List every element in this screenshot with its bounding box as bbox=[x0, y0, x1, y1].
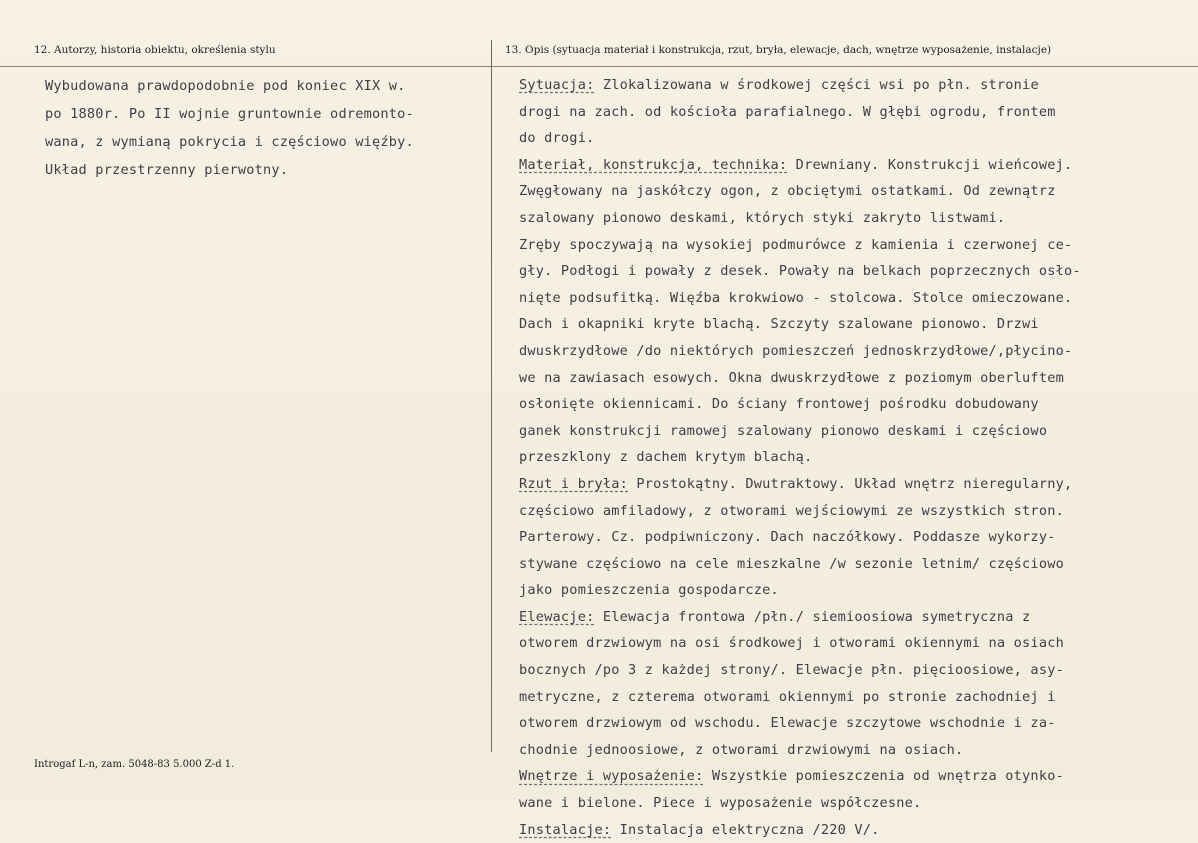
description-line bbox=[519, 498, 1191, 525]
description-line bbox=[519, 285, 1191, 312]
description-line bbox=[519, 763, 1191, 790]
description-text-run: Prostokątny. Dwutraktowy. Układ wnętrz nieregularny, bbox=[628, 475, 1073, 492]
description-text-run: częściowo amfiladowy, z otworami wejściowymi ze wszystkich stron. bbox=[519, 502, 1064, 519]
description-text-run: Parterowy. Cz. podpiwniczony. Dach naczółkowy. Poddasze wykorzy- bbox=[519, 529, 1056, 546]
description-line bbox=[519, 444, 1191, 471]
description-text-run: otworem drzwiowym od wschodu. Elewacje szczytowe wschodnie i za- bbox=[519, 715, 1056, 732]
description-line bbox=[519, 72, 1191, 99]
description-text-run: we na zawiasach esowych. Okna dwuskrzydłowe z poziomym oberluftem bbox=[519, 369, 1064, 386]
description-line bbox=[519, 790, 1191, 817]
section-label: Elewacje: bbox=[519, 608, 595, 625]
description-text-run: Zlokalizowana w środkowej części wsi po płn. stronie bbox=[594, 77, 1039, 93]
description-text-run: Zwęgłowany na jaskółczy ogon, z obciętymi ostatkami. Od zewnątrz bbox=[519, 183, 1056, 200]
description-line bbox=[519, 258, 1191, 285]
description-text-run: metryczne, z czterema otworami okiennymi po stronie zachodniej i bbox=[519, 688, 1056, 705]
history-text bbox=[45, 72, 485, 184]
description-text-run: Elewacja frontowa /płn./ siemioosiowa symetryczna z bbox=[594, 608, 1031, 625]
description-text-run: stywane częściowo na cele mieszkalne /w sezonie letnim/ częściowo bbox=[519, 555, 1064, 572]
description-text-run: do drogi. bbox=[519, 130, 595, 147]
description-text-run: nięte podsufitką. Więźba krokwiowo - stolcowa. Stolce omieczowane. bbox=[519, 289, 1073, 306]
description-line bbox=[519, 391, 1191, 418]
description-line bbox=[519, 551, 1191, 578]
description-line bbox=[519, 710, 1191, 737]
history-line: wana, z wymianą pokrycia i częściowo więźby. bbox=[45, 134, 414, 150]
description-text-run: chodnie jednoosiowe, z otworami drzwiowymi na osiach. bbox=[519, 741, 964, 758]
description-text-run: Zręby spoczywają na wysokiej podmurówce z kamienia i czerwonej ce- bbox=[519, 236, 1073, 253]
description-text-run: szalowany pionowo deskami, których styki zakryto listwami. bbox=[519, 209, 1006, 226]
history-line: Wybudowana prawdopodobnie pod koniec XIX w. bbox=[45, 78, 406, 94]
section-12-header: 12. Autorzy, historia obiektu, określenia stylu bbox=[34, 44, 276, 56]
description-line bbox=[519, 737, 1191, 764]
description-text-run: przeszklony z dachem krytym blachą. bbox=[519, 449, 813, 466]
description-line bbox=[519, 178, 1191, 205]
history-line: Układ przestrzenny pierwotny. bbox=[45, 162, 289, 178]
description-line bbox=[519, 524, 1191, 551]
description-line bbox=[519, 338, 1191, 365]
description-line bbox=[519, 418, 1191, 445]
description-text-run: osłonięte okiennicami. Do ściany frontowej pośrodku dobudowany bbox=[519, 396, 1039, 413]
description-text-run: gły. Podłogi i powały z desek. Powały na belkach poprzecznych osło- bbox=[519, 263, 1081, 280]
history-line: po 1880r. Po II wojnie gruntownie odremonto- bbox=[45, 106, 414, 122]
description-line bbox=[519, 125, 1191, 152]
section-label: Instalacje: bbox=[519, 821, 612, 838]
description-text-run: Instalacja elektryczna /220 V/. bbox=[611, 821, 880, 838]
description-line bbox=[519, 684, 1191, 711]
section-label: Wnętrze i wyposażenie: bbox=[519, 768, 704, 785]
description-line bbox=[519, 99, 1191, 126]
description-text bbox=[519, 72, 1191, 843]
description-line bbox=[519, 311, 1191, 338]
section-13-header: 13. Opis (sytuacja materiał i konstrukcja, rzut, bryła, elewacje, dach, wnętrze wyposażenie, instalacje) bbox=[505, 44, 1052, 56]
description-line bbox=[519, 205, 1191, 232]
description-text-run: Dach i okapniki kryte blachą. Szczyty szalowane pionowo. Drzwi bbox=[519, 316, 1039, 333]
header-divider bbox=[0, 66, 1198, 67]
description-text-run: dwuskrzydłowe /do niektórych pomieszczeń jednoskrzydłowe/,płycino- bbox=[519, 342, 1073, 359]
section-label: Rzut i bryła: bbox=[519, 475, 628, 492]
description-line bbox=[519, 471, 1191, 498]
description-line bbox=[519, 604, 1191, 631]
description-line bbox=[519, 577, 1191, 604]
description-text-run: wane i bielone. Piece i wyposażenie współczesne. bbox=[519, 795, 922, 812]
description-line bbox=[519, 152, 1191, 179]
description-line bbox=[519, 657, 1191, 684]
description-text-run: drogi na zach. od kościoła parafialnego. W głębi ogrodu, frontem bbox=[519, 103, 1056, 120]
description-text-run: Drewniany. Konstrukcji wieńcowej. bbox=[787, 156, 1073, 173]
section-label: Materiał, konstrukcja, technika: bbox=[519, 156, 788, 173]
description-text-run: Wszystkie pomieszczenia od wnętrza otynko- bbox=[703, 768, 1064, 785]
description-line bbox=[519, 630, 1191, 657]
print-footer: Introgaf L-n, zam. 5048-83 5.000 Z-d 1. bbox=[34, 759, 235, 770]
description-text-run: ganek konstrukcji ramowej szalowany pionowo deskami i częściowo bbox=[519, 422, 1048, 439]
description-text-run: otworem drzwiowym na osi środkowej i otworami okiennymi na osiach bbox=[519, 635, 1064, 652]
description-line bbox=[519, 232, 1191, 259]
description-line bbox=[519, 365, 1191, 392]
description-line bbox=[519, 817, 1191, 843]
description-text-run: bocznych /po 3 z każdej strony/. Elewacje płn. pięcioosiowe, asy- bbox=[519, 662, 1064, 679]
column-divider bbox=[491, 40, 492, 752]
section-label: Sytuacja: bbox=[519, 77, 595, 93]
description-text-run: jako pomieszczenia gospodarcze. bbox=[519, 582, 779, 599]
